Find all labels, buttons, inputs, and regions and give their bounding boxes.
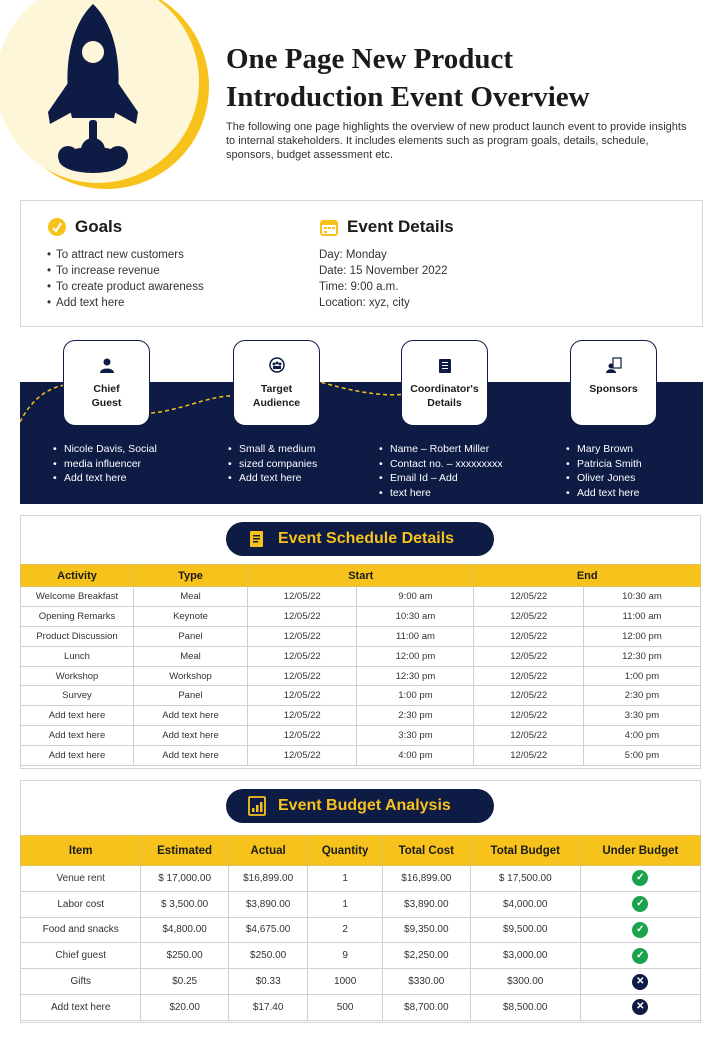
table-cell: 4:00 pm xyxy=(357,746,474,766)
goals-heading: Goals xyxy=(75,217,123,236)
table-cell xyxy=(580,994,700,1020)
column-header: Type xyxy=(134,565,248,587)
list-item: • Patricia Smith xyxy=(566,457,642,472)
card-target-audience xyxy=(233,340,320,426)
calendar-icon xyxy=(319,217,339,237)
audience-icon xyxy=(269,357,285,373)
list-item: • Small & medium xyxy=(228,442,317,457)
table-cell: 12/05/22 xyxy=(248,726,357,746)
chief-guest-list xyxy=(53,442,157,486)
schedule-heading-pill xyxy=(226,522,494,556)
table-row xyxy=(21,626,701,646)
budget-table xyxy=(20,835,701,1021)
table-cell: 12/05/22 xyxy=(474,606,583,626)
table-cell: Add text here xyxy=(134,726,248,746)
table-cell: 2:30 pm xyxy=(357,706,474,726)
table-cell: 1 xyxy=(308,891,382,917)
table-cell: 3:30 pm xyxy=(357,726,474,746)
table-cell: 12/05/22 xyxy=(474,626,583,646)
table-cell: 12/05/22 xyxy=(474,646,583,666)
table-cell: 2:30 pm xyxy=(583,686,700,706)
table-cell: 12:30 pm xyxy=(583,646,700,666)
table-cell: 1:00 pm xyxy=(357,686,474,706)
event-details-list xyxy=(319,247,454,311)
table-cell: 12/05/22 xyxy=(248,606,357,626)
sponsors-list xyxy=(566,442,642,500)
table-cell: $16,899.00 xyxy=(382,866,470,892)
event-details-section xyxy=(319,215,454,311)
table-cell: $16,899.00 xyxy=(228,866,308,892)
person-icon xyxy=(99,357,115,373)
event-details-heading: Event Details xyxy=(347,217,454,236)
card-coordinator xyxy=(401,340,488,426)
table-cell: Chief guest xyxy=(21,943,141,969)
hero xyxy=(0,0,720,200)
list-item xyxy=(379,486,503,501)
table-cell: 1000 xyxy=(308,969,382,995)
table-cell: 500 xyxy=(308,994,382,1020)
card-label: Audience xyxy=(252,397,301,409)
table-cell: Product Discussion xyxy=(21,626,134,646)
card-label: Chief xyxy=(93,383,120,395)
table-row xyxy=(21,994,701,1020)
goals-icon xyxy=(47,217,67,237)
table-cell: Lunch xyxy=(21,646,134,666)
list-item: • Add text here xyxy=(566,486,642,501)
table-cell: $0.25 xyxy=(141,969,228,995)
table-row xyxy=(21,866,701,892)
table-cell: 5:00 pm xyxy=(583,746,700,766)
table-cell: $ 17,000.00 xyxy=(141,866,228,892)
event-time: Time: 9:00 a.m. xyxy=(319,281,399,293)
column-header: End xyxy=(474,565,701,587)
coordinator-list xyxy=(379,442,503,500)
table-cell: 12/05/22 xyxy=(474,686,583,706)
table-row xyxy=(21,686,701,706)
table-cell: 12/05/22 xyxy=(248,587,357,607)
target-audience-list xyxy=(228,442,317,486)
rocket-icon xyxy=(28,0,158,180)
table-cell: 12/05/22 xyxy=(248,706,357,726)
column-header: Start xyxy=(248,565,474,587)
table-row xyxy=(21,666,701,686)
table-cell: Survey xyxy=(21,686,134,706)
goals-list xyxy=(47,247,204,311)
table-cell: $8,700.00 xyxy=(382,994,470,1020)
list-item-text: media influencer xyxy=(64,457,142,470)
table-cell: $2,250.00 xyxy=(382,943,470,969)
table-cell: $20.00 xyxy=(141,994,228,1020)
sponsor-icon xyxy=(606,357,622,373)
table-row xyxy=(21,646,701,666)
table-cell: $9,350.00 xyxy=(382,917,470,943)
table-cell: Add text here xyxy=(21,746,134,766)
column-header: Total Cost xyxy=(382,836,470,866)
card-label: Sponsors xyxy=(589,383,638,395)
table-cell: 2 xyxy=(308,917,382,943)
clipboard-icon xyxy=(437,357,453,373)
budget-icon xyxy=(246,795,268,817)
table-cell: Add text here xyxy=(134,746,248,766)
table-cell xyxy=(580,866,700,892)
table-cell: Workshop xyxy=(134,666,248,686)
column-header: Quantity xyxy=(308,836,382,866)
table-cell: Add text here xyxy=(21,706,134,726)
list-item xyxy=(228,457,317,472)
column-header: Total Budget xyxy=(470,836,580,866)
card-sponsors xyxy=(570,340,657,426)
table-cell: 12/05/22 xyxy=(474,706,583,726)
list-item: • To attract new customers xyxy=(47,247,204,263)
list-item-text: sized companies xyxy=(239,457,318,470)
table-cell: 12/05/22 xyxy=(474,746,583,766)
page-title-line-1: One Page New Product xyxy=(226,43,513,75)
list-item: • Oliver Jones xyxy=(566,471,642,486)
table-cell xyxy=(580,891,700,917)
table-cell: 12/05/22 xyxy=(474,666,583,686)
page-title xyxy=(226,40,696,116)
table-cell: Welcome Breakfast xyxy=(21,587,134,607)
table-cell: $4,675.00 xyxy=(228,917,308,943)
table-cell: $0.33 xyxy=(228,969,308,995)
table-cell: $250.00 xyxy=(141,943,228,969)
table-cell: 12:00 pm xyxy=(583,626,700,646)
table-cell: $250.00 xyxy=(228,943,308,969)
page-title-line-2: Introduction Event Overview xyxy=(226,81,590,113)
goals-details-panel xyxy=(20,200,703,327)
table-cell: 1 xyxy=(308,866,382,892)
table-cell: 12/05/22 xyxy=(474,587,583,607)
table-cell xyxy=(580,917,700,943)
list-item: • Add text here xyxy=(228,471,317,486)
event-day: Day: Monday xyxy=(319,249,387,261)
table-cell: Keynote xyxy=(134,606,248,626)
page-subtitle: The following one page highlights the overview of new product launch event to provide insights to internal stakeholders. It includes elements such as program goals, details, schedule, sponsors, budget assessment etc. xyxy=(226,121,687,161)
table-cell: 12:30 pm xyxy=(357,666,474,686)
budget-heading-pill xyxy=(226,789,494,823)
table-cell: Meal xyxy=(134,646,248,666)
table-cell: $3,890.00 xyxy=(382,891,470,917)
table-cell: Workshop xyxy=(21,666,134,686)
table-cell: $4,000.00 xyxy=(470,891,580,917)
table-cell: Meal xyxy=(134,587,248,607)
table-cell: 1:00 pm xyxy=(583,666,700,686)
table-cell: Gifts xyxy=(21,969,141,995)
table-row xyxy=(21,891,701,917)
table-cell: 12/05/22 xyxy=(248,746,357,766)
column-header: Item xyxy=(21,836,141,866)
table-cell: 4:00 pm xyxy=(583,726,700,746)
table-cell: $ 3,500.00 xyxy=(141,891,228,917)
list-item: • Name – Robert Miller xyxy=(379,442,503,457)
table-row xyxy=(21,969,701,995)
schedule-heading: Event Schedule Details xyxy=(278,530,455,547)
check-icon: ✓ xyxy=(632,922,648,938)
table-cell: Labor cost xyxy=(21,891,141,917)
table-cell: 10:30 am xyxy=(583,587,700,607)
list-item: • To create product awareness xyxy=(47,279,204,295)
table-row xyxy=(21,746,701,766)
schedule-icon xyxy=(246,528,268,550)
schedule-table xyxy=(20,564,701,766)
table-cell: 9:00 am xyxy=(357,587,474,607)
card-label: Coordinator's xyxy=(410,383,479,395)
list-item: • Add text here xyxy=(53,471,157,486)
table-cell xyxy=(580,943,700,969)
list-item: • To increase revenue xyxy=(47,263,204,279)
table-row xyxy=(21,943,701,969)
table-cell: $300.00 xyxy=(470,969,580,995)
table-cell: Panel xyxy=(134,686,248,706)
table-cell: 12:00 pm xyxy=(357,646,474,666)
table-row xyxy=(21,726,701,746)
column-header: Actual xyxy=(228,836,308,866)
table-row xyxy=(21,706,701,726)
list-item: • Add text here xyxy=(47,295,204,311)
table-cell: 12/05/22 xyxy=(248,666,357,686)
card-chief-guest xyxy=(63,340,150,426)
table-cell: Food and snacks xyxy=(21,917,141,943)
table-cell: 10:30 am xyxy=(357,606,474,626)
card-label: Target xyxy=(260,383,293,395)
cross-icon: ✕ xyxy=(632,999,648,1015)
column-header: Activity xyxy=(21,565,134,587)
table-cell: 12/05/22 xyxy=(248,646,357,666)
table-cell: 12/05/22 xyxy=(248,626,357,646)
table-cell: $8,500.00 xyxy=(470,994,580,1020)
table-cell: $ 17,500.00 xyxy=(470,866,580,892)
table-cell: 11:00 am xyxy=(357,626,474,646)
check-icon: ✓ xyxy=(632,870,648,886)
card-label: Guest xyxy=(91,397,122,409)
table-cell: $9,500.00 xyxy=(470,917,580,943)
list-item-text: text here xyxy=(390,486,431,499)
table-cell: 9 xyxy=(308,943,382,969)
table-cell: 12/05/22 xyxy=(474,726,583,746)
list-item xyxy=(53,457,157,472)
card-label: Details xyxy=(427,397,462,409)
table-cell: Add text here xyxy=(21,994,141,1020)
table-cell: Opening Remarks xyxy=(21,606,134,626)
check-icon: ✓ xyxy=(632,948,648,964)
event-date: Date: 15 November 2022 xyxy=(319,265,448,277)
list-item: • Nicole Davis, Social xyxy=(53,442,157,457)
column-header: Under Budget xyxy=(580,836,700,866)
check-icon: ✓ xyxy=(632,896,648,912)
list-item: • Email Id – Add xyxy=(379,471,503,486)
table-cell: Add text here xyxy=(134,706,248,726)
table-row xyxy=(21,587,701,607)
table-cell: 12/05/22 xyxy=(248,686,357,706)
table-cell: $330.00 xyxy=(382,969,470,995)
goals-section xyxy=(47,215,204,311)
table-cell: $4,800.00 xyxy=(141,917,228,943)
event-location: Location: xyz, city xyxy=(319,297,410,309)
table-cell: 3:30 pm xyxy=(583,706,700,726)
table-cell: $17.40 xyxy=(228,994,308,1020)
table-cell: Venue rent xyxy=(21,866,141,892)
table-cell xyxy=(580,969,700,995)
table-cell: $3,890.00 xyxy=(228,891,308,917)
list-item: • Mary Brown xyxy=(566,442,642,457)
table-cell: Add text here xyxy=(21,726,134,746)
table-cell: Panel xyxy=(134,626,248,646)
column-header: Estimated xyxy=(141,836,228,866)
table-row xyxy=(21,917,701,943)
budget-heading: Event Budget Analysis xyxy=(278,797,451,814)
cross-icon: ✕ xyxy=(632,974,648,990)
table-cell: 11:00 am xyxy=(583,606,700,626)
list-item: • Contact no. – xxxxxxxxx xyxy=(379,457,503,472)
table-cell: $3,000.00 xyxy=(470,943,580,969)
table-row xyxy=(21,606,701,626)
